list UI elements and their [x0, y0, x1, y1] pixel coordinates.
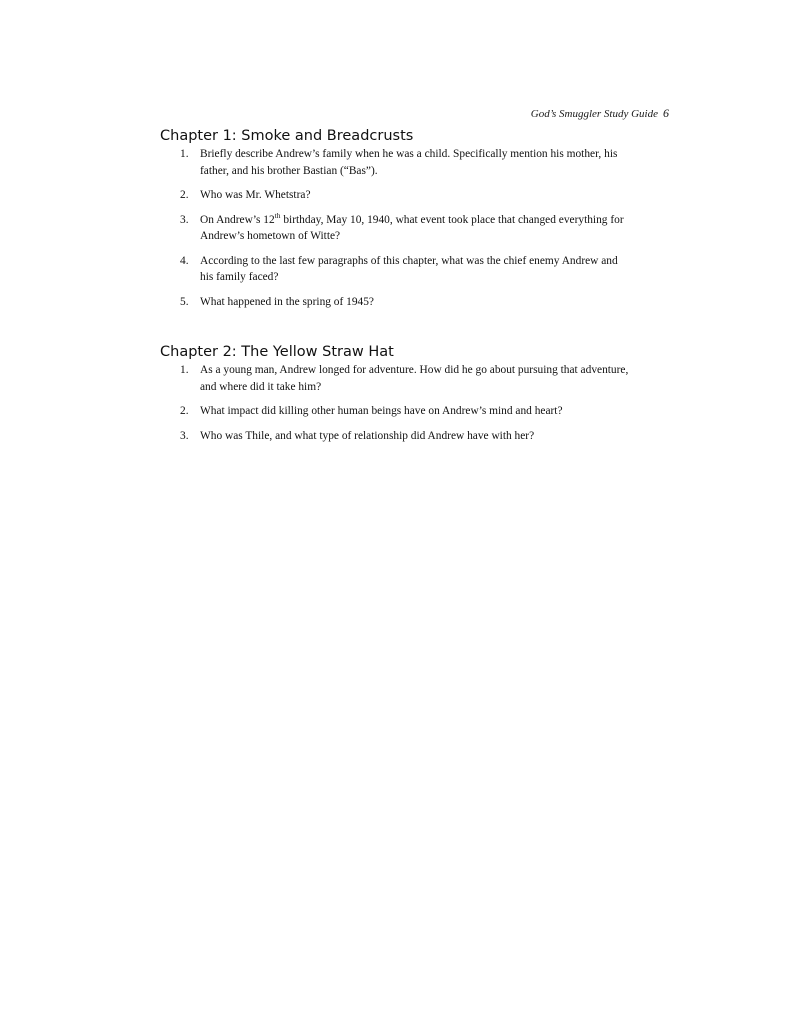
question-number: 3.	[180, 429, 189, 442]
page-number: 6	[663, 106, 669, 120]
chapter-1-heading: Chapter 1: Smoke and Breadcrusts	[160, 128, 414, 144]
question-text: Who was Thile, and what type of relationship did Andrew have with her?	[200, 429, 535, 442]
question-number: 1.	[180, 364, 189, 376]
question-item	[160, 212, 630, 245]
question-item	[160, 294, 630, 311]
question-item	[160, 187, 630, 204]
chapter-1-question-list	[160, 146, 630, 310]
question-text: According to the last few paragraphs of this chapter, what was the chief enemy Andrew and his family faced?	[200, 254, 618, 283]
question-item	[160, 428, 630, 445]
question-number: 5.	[180, 295, 189, 308]
question-number: 4.	[180, 254, 189, 267]
question-number: 3.	[180, 213, 189, 226]
question-item	[160, 403, 630, 420]
question-text: As a young man, Andrew longed for adventure. How did he go about pursuing that adventure, and where did it take him?	[200, 364, 629, 393]
question-number: 1.	[180, 148, 189, 160]
question-text: Briefly describe Andrew’s family when he was a child. Specifically mention his mother, his father, and his brother Bastian (“Bas”).	[200, 148, 618, 177]
question-text-part: birthday, May 10, 1940, what event took place that changed everything for Andrew’s hometown of Witte?	[200, 213, 624, 242]
question-text: What impact did killing other human beings have on Andrew’s mind and heart?	[200, 405, 563, 417]
question-number: 2.	[180, 405, 189, 417]
chapter-2-question-list	[160, 362, 630, 444]
running-header	[531, 106, 669, 121]
ordinal-suffix: th	[274, 210, 281, 220]
chapter-2-section	[160, 343, 630, 452]
question-text: What happened in the spring of 1945?	[200, 295, 374, 308]
question-text: Who was Mr. Whetstra?	[200, 189, 311, 201]
question-text-part: On Andrew’s 12	[200, 213, 275, 226]
question-item	[160, 146, 630, 179]
question-item	[160, 362, 630, 395]
running-header-title: God’s Smuggler Study Guide	[530, 108, 658, 120]
chapter-1-section	[160, 127, 630, 318]
question-number: 2.	[180, 189, 189, 201]
question-item	[160, 253, 630, 286]
chapter-2-heading: Chapter 2: The Yellow Straw Hat	[160, 344, 394, 360]
